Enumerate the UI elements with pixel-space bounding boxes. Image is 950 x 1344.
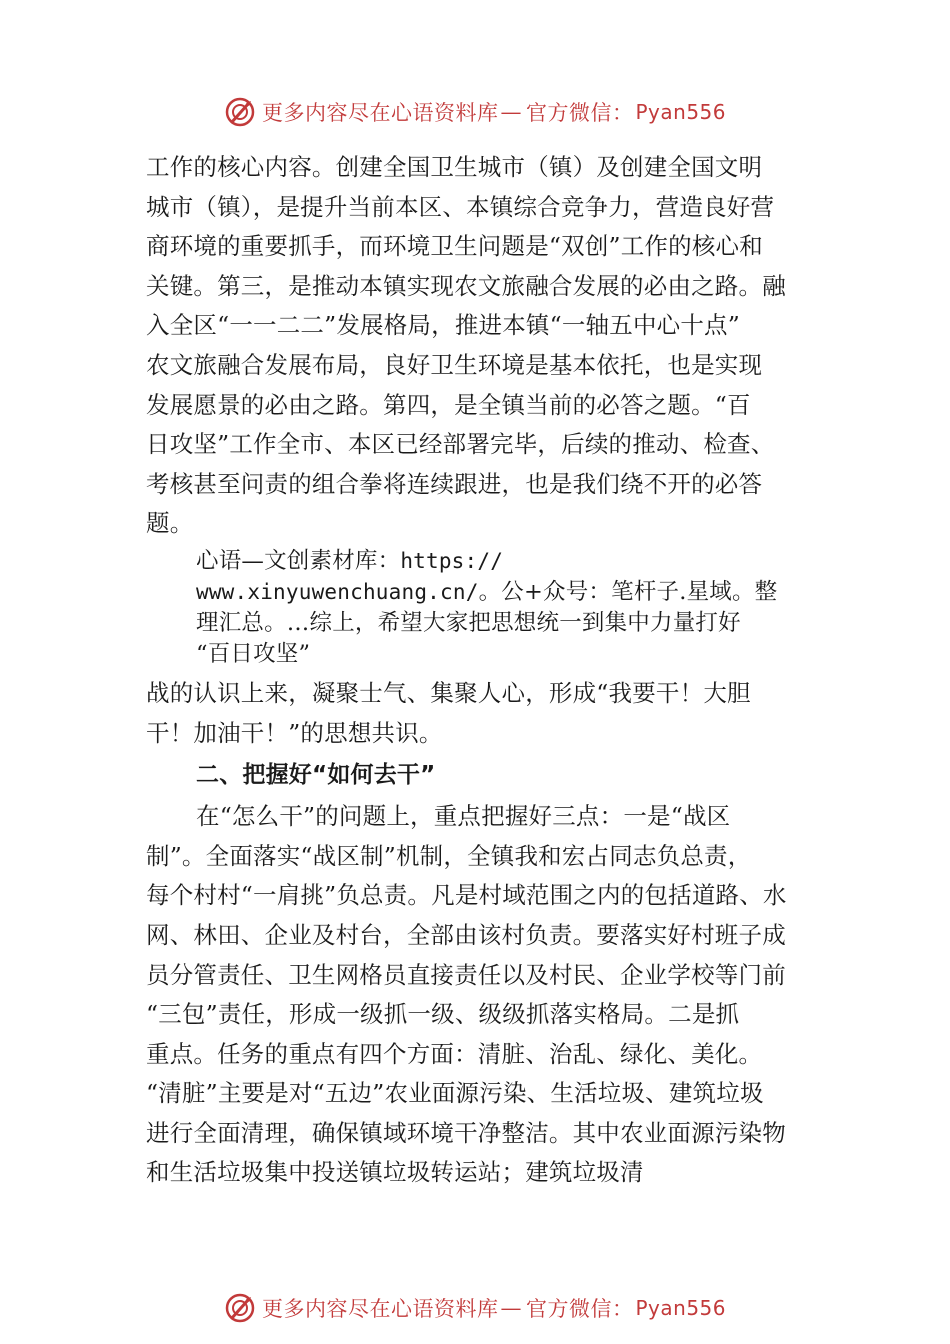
source-note-text: 。公+众号：笔杆子.星域。整 xyxy=(478,578,778,605)
text-line: 每个村村“一肩挑”负总责。凡是村域范围之内的包括道路、水 xyxy=(146,881,787,910)
text-line: 题。 xyxy=(146,509,194,538)
banner-wechat-id: Pyan556 xyxy=(635,100,726,124)
footer-banner xyxy=(0,1288,950,1328)
text-line: 和生活垃圾集中投送镇垃圾转运站；建筑垃圾清 xyxy=(146,1158,644,1187)
text-line: 员分管责任、卫生网格员直接责任以及村民、企业学校等门前 xyxy=(146,960,786,989)
text-line: 制”。全面落实“战区制”机制，全镇我和宏占同志负总责， xyxy=(146,841,752,870)
logo-icon xyxy=(224,96,256,128)
banner-separator: — xyxy=(500,1296,522,1320)
source-note-line xyxy=(196,546,836,577)
text-line: 关键。第三，是推动本镇实现农文旅融合发展的必由之路。融 xyxy=(146,271,786,300)
banner-text: 更多内容尽在心语资料库 xyxy=(261,1297,499,1321)
text-line: 重点。任务的重点有四个方面：清脏、治乱、绿化、美化。 xyxy=(146,1039,763,1068)
text-line: “三包”责任，形成一级抓一级、级级抓落实格局。二是抓 xyxy=(146,1000,740,1029)
paragraph-2 xyxy=(146,674,836,753)
source-note-prefix: 心语—文创素材库： xyxy=(196,547,401,574)
text-line: 进行全面清理，确保镇域环境干净整洁。其中农业面源污染物 xyxy=(146,1118,786,1147)
logo-icon xyxy=(224,1292,256,1324)
text-line: “清脏”主要是对“五边”农业面源污染、生活垃圾、建筑垃圾 xyxy=(146,1079,764,1108)
header-banner xyxy=(0,92,950,132)
section-heading: 二、把握好“如何去干” xyxy=(196,762,436,789)
source-note-line: 理汇总。…综上，希望大家把思想统一到集中力量打好 xyxy=(196,609,741,636)
text-line: 在“怎么干”的问题上，重点把握好三点：一是“战区 xyxy=(196,802,731,831)
source-url-part1[interactable]: https:// xyxy=(400,548,504,573)
source-url-part2[interactable]: www.xinyuwenchuang.cn/ xyxy=(196,579,479,604)
paragraph-1 xyxy=(146,148,836,544)
banner-text: 更多内容尽在心语资料库 xyxy=(261,101,499,125)
banner-wechat-id: Pyan556 xyxy=(635,1296,726,1320)
banner-separator: — xyxy=(500,100,522,124)
text-line: 农文旅融合发展布局，良好卫生环境是基本依托，也是实现 xyxy=(146,350,763,379)
banner-wechat-label: 官方微信： xyxy=(525,101,634,125)
text-line: 战的认识上来，凝聚士气、集聚人心，形成“我要干！大胆 xyxy=(146,678,751,707)
paragraph-3 xyxy=(146,797,836,1193)
text-line: 城市（镇），是提升当前本区、本镇综合竞争力，营造良好营 xyxy=(146,192,775,221)
source-note-line: “百日攻坚” xyxy=(196,640,311,667)
text-line: 日攻坚”工作全市、本区已经部署完毕，后续的推动、检查、 xyxy=(146,430,775,459)
text-line: 网、林田、企业及村台，全部由该村负责。要落实好村班子成 xyxy=(146,920,786,949)
document-body xyxy=(146,148,836,1193)
source-note-line xyxy=(196,577,836,608)
banner-wechat-label: 官方微信： xyxy=(525,1297,634,1321)
text-line: 发展愿景的必由之路。第四，是全镇当前的必答之题。“百 xyxy=(146,390,751,419)
text-line: 商环境的重要抓手，而环境卫生问题是“双创”工作的核心和 xyxy=(146,232,763,261)
source-note xyxy=(146,546,836,670)
text-line: 工作的核心内容。创建全国卫生城市（镇）及创建全国文明 xyxy=(146,153,763,181)
text-line: 入全区“一一二二”发展格局，推进本镇“一轴五中心十点” xyxy=(146,311,740,340)
text-line: 考核甚至问责的组合拳将连续跟进，也是我们绕不开的必答 xyxy=(146,469,763,498)
text-line: 干！加油干！”的思想共识。 xyxy=(146,718,443,747)
